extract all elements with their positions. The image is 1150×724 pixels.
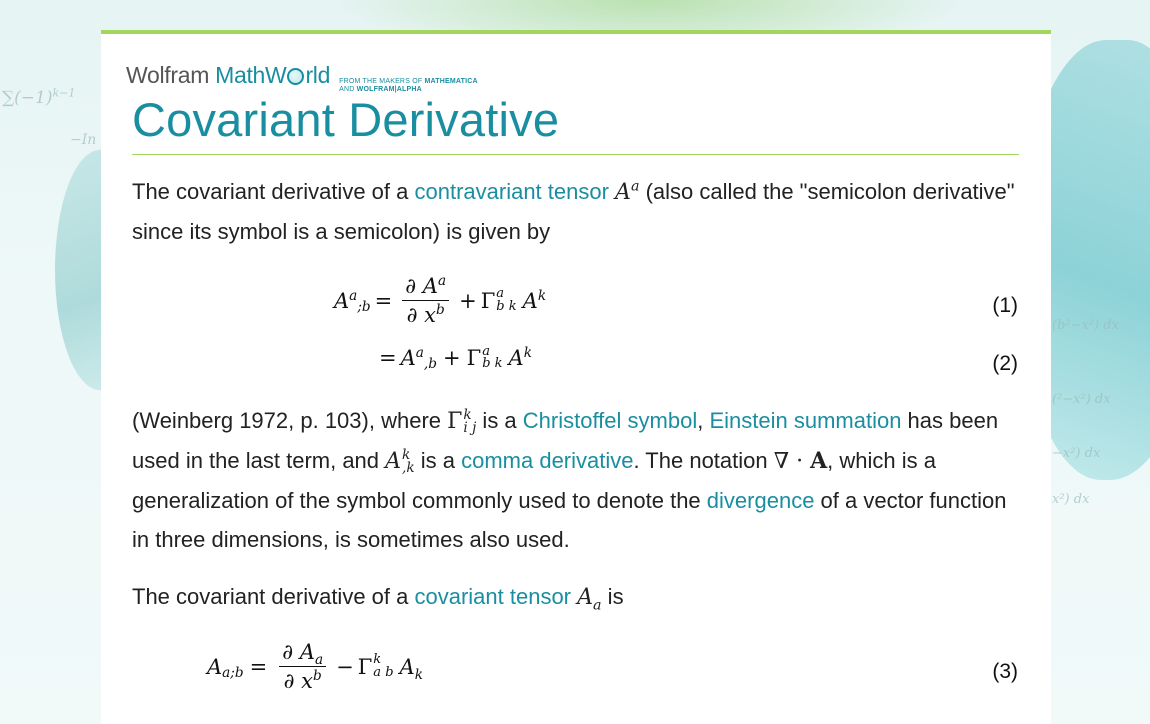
link-comma-derivative[interactable]: comma derivative [461,448,634,473]
tagline-line2: AND [339,86,355,93]
site-logo[interactable] [126,62,478,93]
math-A-comma-k: A k ,k [385,447,415,476]
equation-2-body: = $A^a$ ,b + Γ a b k $A^k$ [379,344,532,373]
link-divergence[interactable]: divergence [706,488,815,513]
equation-3-number: (3) [992,660,1018,683]
equation-3-body: A a;b = $\frac{\partial A_a}{\partial x^b}$ − Γ k a b $A_k$ [207,640,423,693]
equation-1 [101,274,1051,336]
page-title: Covariant Derivative [132,93,560,146]
equation-2 [101,342,1051,386]
explanation-text-5: is a [414,448,462,473]
equation-1-number: (1) [992,294,1018,317]
covariant-text-1: The covariant derivative of a [132,584,415,609]
link-christoffel-symbol[interactable]: Christoffel symbol [522,408,698,433]
equation-1-body: $A^a$ ;b = $\frac{\partial A^a}{\partial x^b}$ + Γ a b k $A^k$ [334,273,547,327]
link-einstein-summation[interactable]: Einstein summation [709,408,902,433]
fraction-partial-A: $\frac{\partial A^a}{\partial x^b}$ [402,274,449,327]
link-covariant-tensor[interactable]: covariant tensor [414,584,572,609]
explanation-text-8: of a vector function in three dimensions, is sometimes also used. [132,488,1007,552]
background-math-integral-3: −x²) dx [1052,446,1101,461]
article-card [101,30,1051,724]
intro-text-1: The covariant derivative of a [132,179,415,204]
background-math-integral-4: x²) dx [1052,492,1090,507]
logo-mathworld-pre: MathW [215,62,287,88]
explanation-text-2: is a [476,408,523,433]
covariant-paragraph [132,577,1022,617]
equation-3 [101,640,1051,706]
math-A-sup-a: $A^a$ [615,178,640,205]
tagline-line1: FROM THE MAKERS OF [339,78,423,85]
explanation-text-4: has been used in the last term, and [132,408,999,473]
covariant-text-2: is [601,584,624,609]
background-math-integral-1: (b²−x²) dx [1052,318,1119,333]
logo-mathworld-text [215,62,330,89]
math-christoffel: Γ k i j [447,407,477,436]
background-math-fragment: −In [70,132,97,148]
math-nabla-dot-A: ∇ · A [773,448,828,474]
background-math-sum: $\sum(-1)^{k-1}$ [2,86,76,108]
logo-mathworld-post: rld [305,62,331,88]
intro-text-2: (also called the "semicolon derivative" since its symbol is a semicolon) is given by [132,179,1015,244]
explanation-text-6: . The notation [633,448,774,473]
title-divider [132,154,1019,155]
math-A-sub-a: $A_a$ [577,585,602,614]
globe-icon [287,68,304,85]
equation-2-number: (2) [992,352,1018,375]
logo-wolfram-text: Wolfram [126,62,210,88]
tagline-mathematica: MATHEMATICA [424,78,478,85]
explanation-text-1: (Weinberg 1972, p. 103), where [132,408,448,433]
tagline-wolframalpha: WOLFRAM|ALPHA [356,86,422,93]
explanation-text-3: , [697,408,710,433]
fraction-partial-A-a: $\frac{\partial A_a}{\partial x^b}$ [279,640,326,693]
link-contravariant-tensor[interactable]: contravariant tensor [414,179,609,204]
explanation-text-7: , which is a generalization of the symbol commonly used to denote the [132,448,936,513]
background-math-integral-2: (²−x²) dx [1052,392,1111,407]
intro-paragraph [132,172,1022,251]
explanation-paragraph [132,401,1022,559]
